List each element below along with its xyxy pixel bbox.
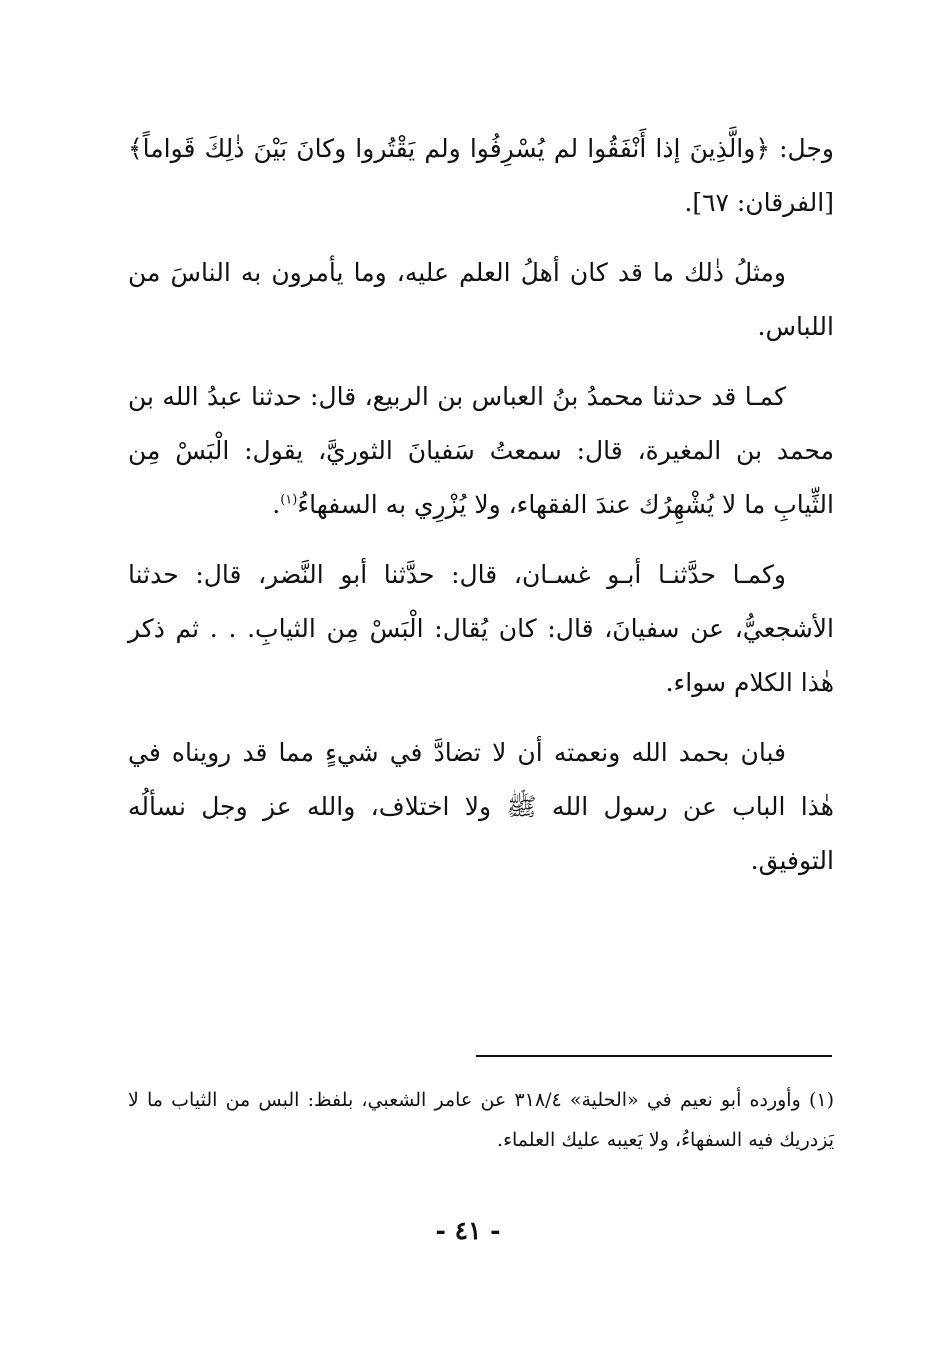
paragraph-scholars-dress: ومثلُ ذٰلك ما قد كان أهلُ العلم عليه، وما يأمرون به الناسَ من اللباس. bbox=[128, 258, 834, 341]
page-number: - ٤١ - bbox=[435, 1216, 501, 1245]
footnote-block bbox=[128, 1080, 834, 1160]
paragraph-conclusion: فبان بحمد الله ونعمته أن لا تضادَّ في شيءٍ مما قد رويناه في هٰذا الباب عن رسول الله ﷺ ولا اختلاف، والله عز وجل نسألُه التوفيق. bbox=[128, 738, 834, 875]
footnote-divider bbox=[476, 1055, 832, 1057]
paragraph-quran-verse: وجل: ﴿والَّذِينَ إذا أَنْفَقُوا لم يُسْرِفُوا ولم يَقْتُروا وكانَ بَيْنَ ذٰلِكَ قَواماً﴾ [الفرقان: ٦٧]. bbox=[128, 134, 834, 217]
main-text-block bbox=[128, 122, 834, 904]
paragraph-abu-ghassan-narration: وكمـا حدَّثنـا أبـو غسـان، قال: حدَّثنا أبو النَّضر، قال: حدثنا الأشجعيُّ، عن سفيانَ، قال: كان يُقال: الْبَسْ مِن الثيابِ. . . ثم ذكر هٰذا الكلام سواء. bbox=[128, 560, 834, 697]
footnote-reference: (١) bbox=[280, 492, 298, 508]
footnote-text: (١) وأورده أبو نعيم في «الحلية» ٣١٨/٤ عن عامر الشعبي، بلفظ: البس من الثياب ما لا يَزدريك فيه السفهاءُ، ولا يَعيبه عليك العلماء. bbox=[128, 1089, 834, 1151]
paragraph-sufyan-narration-text: كمـا قد حدثنا محمدُ بنُ العباس بن الربيع، قال: حدثنا عبدُ الله بن محمد بن المغيرة، قال: سمعتُ سَفيانَ الثوريَّ، يقول: الْبَسْ مِن الثِّيابِ ما لا يُشْهِرُك عندَ الفقهاء، ولا يُزْرِي به السفهاءُ bbox=[128, 382, 834, 519]
paragraph-sufyan-narration-tail: . bbox=[272, 490, 281, 519]
paragraph-sufyan-narration bbox=[128, 370, 834, 532]
